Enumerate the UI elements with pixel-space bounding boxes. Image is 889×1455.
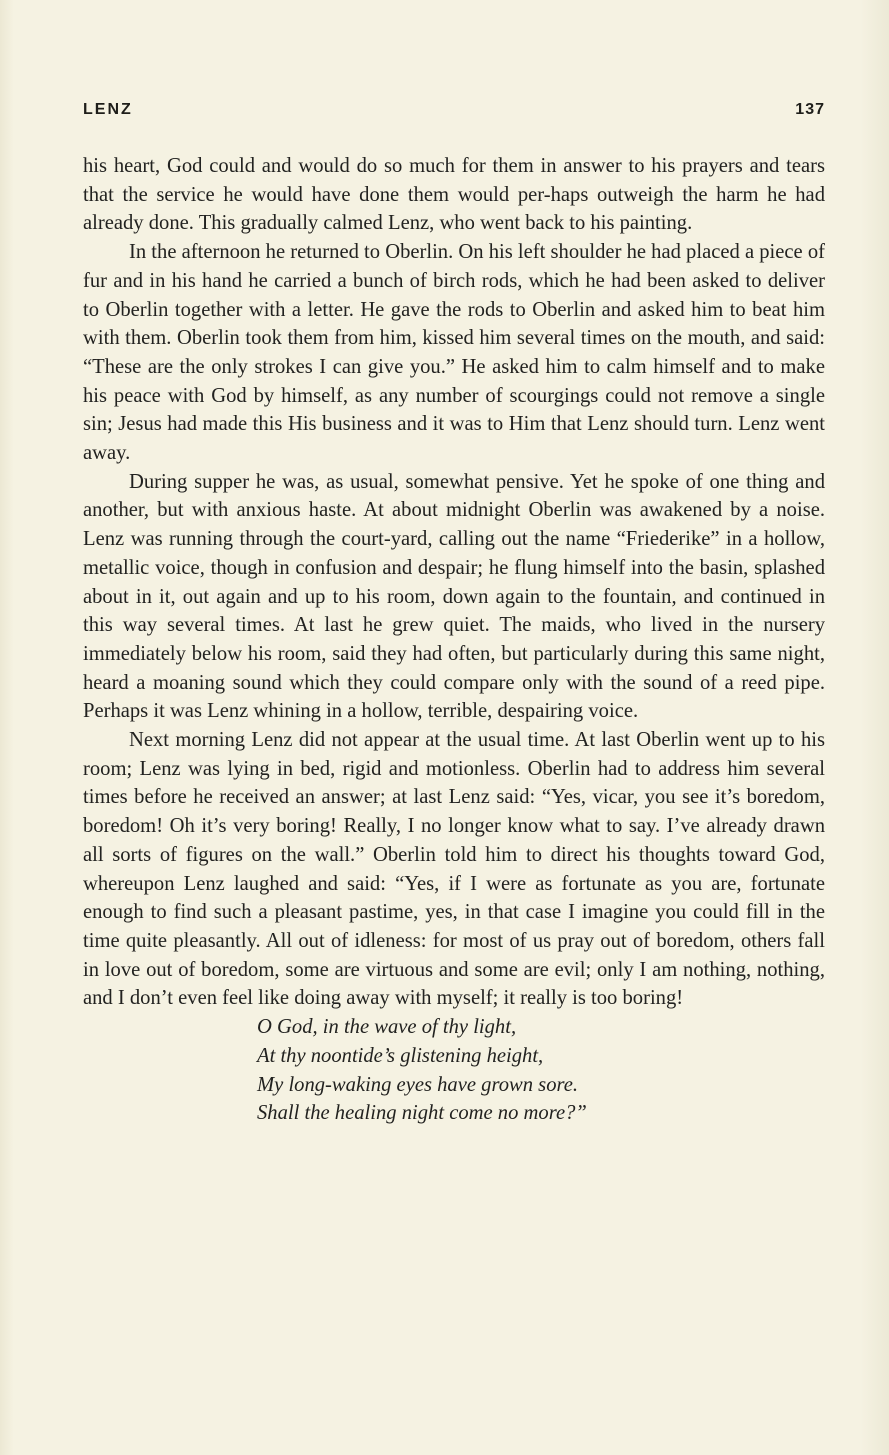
verse-line-2: At thy noontide’s glistening height, <box>257 1044 544 1067</box>
verse-line-1: O God, in the wave of thy light, <box>257 1016 517 1039</box>
paragraph-3: During supper he was, as usual, somewhat pensive. Yet he spoke of one thing and another, but with anxious haste. At about midnight Oberlin was awakened by a noise. Lenz was running through the court-yard, calling out the name “Friederike” in a hollow, metallic voice, though in confusion and despair; he flung himself into the basin, splashed about in it, out again and up to his room, down again to the fountain, and continued in this way several times. At last he grew quiet. The maids, who lived in the nursery immediately below his room, said they had often, but particularly during this same night, heard a moaning sound which they could compare only with the sound of a reed pipe. Perhaps it was Lenz whining in a hollow, terrible, despairing voice. <box>83 470 825 723</box>
running-header <box>83 101 825 121</box>
body-text <box>83 152 825 1128</box>
verse-line-3: My long-waking eyes have grown sore. <box>257 1073 579 1096</box>
paragraph-4: Next morning Lenz did not appear at the usual time. At last Oberlin went up to his room; Lenz was lying in bed, rigid and motionless. Oberlin had to address him several times before he received an answer; at last Lenz said: “Yes, vicar, you see it’s boredom, boredom! Oh it’s very boring! Really, I no longer know what to say. I’ve already drawn all sorts of figures on the wall.” Oberlin told him to direct his thoughts toward God, whereupon Lenz laughed and said: “Yes, if I were as fortunate as you are, fortunate enough to find such a pleasant pastime, yes, in that case I imagine you could fill in the time quite pleasantly. All out of idleness: for most of us pray out of boredom, others fall in love out of boredom, some are virtuous and some are evil; only I am nothing, nothing, and I don’t even feel like doing away with myself; it really is too boring! <box>83 729 825 1010</box>
page-number: 137 <box>795 101 825 118</box>
paragraph-1: his heart, God could and would do so much for them in answer to his prayers and tears that the service he would have done them would per-haps outweigh the harm he had already done. This gradually calmed Lenz, who went back to his painting. <box>83 155 825 235</box>
running-head-title: LENZ <box>83 101 133 118</box>
paragraph-2: In the afternoon he returned to Oberlin. On his left shoulder he had placed a piece of fur and in his hand he carried a bunch of birch rods, which he had been asked to deliver to Oberlin together with a letter. He gave the rods to Oberlin and asked him to beat him with them. Oberlin took them from him, kissed him several times on the mouth, and said: “These are the only strokes I can give you.” He asked him to calm himself and to make his peace with God by himself, as any number of scourgings could not remove a single sin; Jesus had made this His business and it was to Him that Lenz should turn. Lenz went away. <box>83 241 825 465</box>
verse-line-4: Shall the healing night come no more?” <box>257 1102 587 1125</box>
verse-stanza <box>257 1013 825 1128</box>
